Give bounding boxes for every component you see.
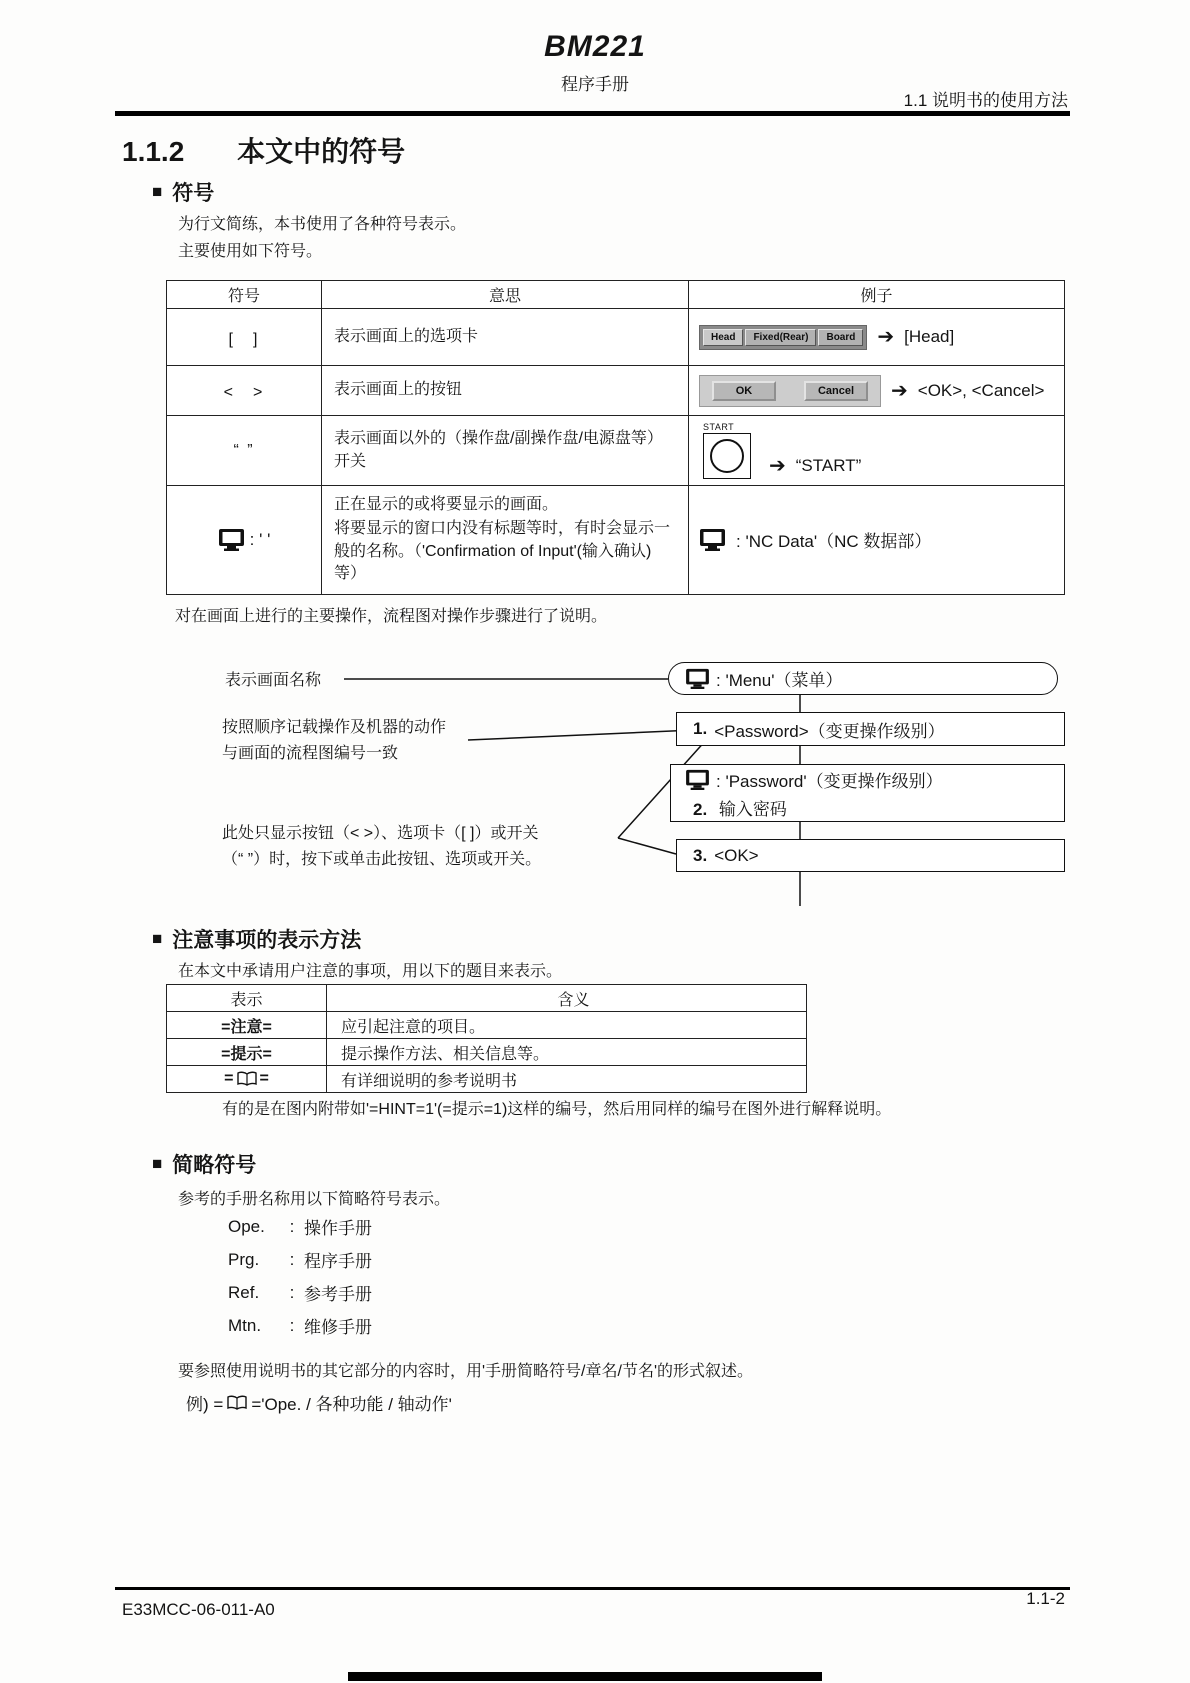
section-title-text: 本文中的符号 [237, 136, 406, 167]
meaning-screen-line2: 将要显示的窗口内没有标题等时，有时会显示一般的名称。（'Confirmation of Input'(输入确认) 等） [334, 520, 671, 583]
attention-desc: 应引起注意的项目。 [327, 1012, 807, 1039]
abbr-name: 程序手册 [304, 1252, 372, 1271]
table-row-switch-symbol [167, 416, 1065, 486]
abbr-example-suffix: ='Ope. / 各种功能 / 轴动作' [251, 1395, 452, 1414]
abbr-key: Prg. [228, 1249, 260, 1269]
symbols-intro-line1: 为行文简练，本书使用了各种符号表示。 [178, 216, 467, 233]
example-screen-label: : 'NC Data'（NC 数据部） [736, 532, 932, 552]
example-switch-label: “START” [795, 456, 862, 475]
symbols-heading-text: 符号 [172, 182, 215, 205]
label-step-order [222, 715, 446, 767]
arrow-icon: ➔ [769, 455, 786, 477]
doc-brand: BM221 [544, 30, 646, 63]
square-bullet-icon: ■ [152, 182, 163, 201]
list-item [228, 1276, 372, 1309]
start-switch-box [703, 433, 751, 479]
abbr-example [186, 1390, 452, 1415]
abbr-separator: : [289, 1282, 295, 1302]
section-number: 1.1.2 [122, 136, 185, 167]
symbols-table [166, 280, 1065, 595]
meaning-tab: 表示画面上的选项卡 [322, 309, 689, 366]
symbols-intro-line2: 主要使用如下符号。 [178, 243, 323, 260]
flow-node-menu-text: : 'Menu'（菜单） [716, 671, 843, 690]
ok-button: OK [712, 381, 776, 401]
abbr-example-prefix: 例) = [186, 1395, 224, 1414]
section-title [122, 130, 405, 170]
notes-footnote: 有的是在图内附带如'=HINT=1'(=提示=1)这样的编号，然后用同样的编号在图外进行解释说明。 [222, 1101, 892, 1118]
abbr-list [228, 1210, 372, 1342]
label-press-note [222, 821, 541, 873]
label-step-order-line2: 与画面的流程图编号一致 [222, 745, 399, 762]
flow-intro: 对在画面上进行的主要操作，流程图对操作步骤进行了说明。 [175, 608, 608, 625]
chapter-ref: 1.1 说明书的使用方法 [903, 91, 1068, 110]
start-switch-label: START [703, 422, 735, 432]
symbol-angle-brackets: < > [167, 366, 322, 416]
hint-label: =提示= [167, 1039, 327, 1066]
abbr-reference-note: 要参照使用说明书的其它部分的内容时，用'手册简略符号/章名/节名'的形式叙述。 [178, 1363, 754, 1380]
notes-heading [152, 924, 361, 954]
flow-node-menu [668, 662, 1058, 695]
page-number: 1.1-2 [1026, 1589, 1065, 1608]
abbr-separator: : [289, 1216, 295, 1236]
flow-step-1 [676, 712, 1065, 746]
screen-icon [685, 668, 710, 689]
operation-flowchart [0, 595, 1190, 915]
square-bullet-icon: ■ [152, 929, 163, 948]
notes-table-header-row [167, 985, 807, 1012]
abbr-name: 参考手册 [304, 1285, 372, 1304]
screen-icon [218, 528, 245, 551]
col-header-meaning: 含义 [327, 985, 807, 1012]
button-bar-illustration [699, 375, 881, 407]
abbr-name: 维修手册 [304, 1318, 372, 1337]
notes-intro: 在本文中承请用户注意的事项，用以下的题目来表示。 [178, 963, 563, 980]
attention-label: =注意= [167, 1012, 327, 1039]
abbr-separator: : [289, 1315, 295, 1335]
scan-artifact-bar [348, 1672, 822, 1681]
tab-bar-illustration [699, 325, 867, 350]
reference-desc: 有详细说明的参考说明书 [327, 1066, 807, 1093]
col-header-example: 例子 [689, 281, 1065, 309]
abbr-key: Mtn. [228, 1315, 262, 1335]
document-code: E33MCC-06-011-A0 [122, 1600, 275, 1619]
abbr-name: 操作手册 [304, 1219, 372, 1238]
list-item [228, 1309, 372, 1342]
label-press-note-line2: （“ ”）时，按下或单击此按钮、选项或开关。 [222, 851, 542, 868]
symbol-brackets: [ ] [167, 309, 322, 366]
meaning-button: 表示画面上的按钮 [322, 366, 689, 416]
flow-step-3-text: <OK> [714, 845, 759, 865]
start-switch-illustration [703, 422, 751, 479]
symbols-heading [152, 177, 214, 207]
table-row-tab-symbol [167, 309, 1065, 366]
open-book-icon [226, 1395, 248, 1411]
abbr-intro: 参考的手册名称用以下简略符号表示。 [178, 1191, 451, 1208]
step-number: 2. [693, 799, 708, 819]
arrow-icon: ➔ [877, 326, 895, 348]
abbr-key: Ref. [228, 1282, 260, 1302]
label-press-note-line1: 此处只显示按钮（< >）、选项卡（[ ]）或开关 [222, 825, 539, 842]
flow-step-2-text: 输入密码 [718, 799, 787, 819]
flow-step-3 [676, 839, 1065, 872]
col-header-display: 表示 [167, 985, 327, 1012]
start-switch-circle [710, 439, 744, 473]
symbols-table-header-row [167, 281, 1065, 309]
list-item [228, 1210, 372, 1243]
square-bullet-icon: ■ [152, 1154, 163, 1173]
flow-step-1-text: <Password>（变更操作级别） [714, 721, 945, 741]
book-label-suffix: = [259, 1070, 269, 1087]
cancel-button: Cancel [804, 381, 868, 401]
example-tab-label: [Head] [904, 327, 955, 346]
step-number: 3. [693, 845, 708, 865]
flow-node-password-text: : 'Password'（变更操作级别） [716, 771, 943, 791]
tab-board: Board [818, 329, 863, 346]
abbr-heading-text: 简略符号 [172, 1154, 257, 1177]
symbol-screen-text: : ' ' [249, 529, 271, 549]
notes-row-reference [167, 1066, 807, 1093]
notes-row-attention [167, 1012, 807, 1039]
step-number: 1. [693, 719, 708, 738]
screen-icon [699, 528, 726, 551]
doc-type: 程序手册 [561, 75, 629, 94]
open-book-icon [236, 1071, 258, 1087]
arrow-icon: ➔ [891, 379, 908, 402]
header-rule [115, 111, 1070, 116]
abbr-heading [152, 1149, 256, 1179]
label-screen-name: 表示画面名称 [225, 672, 322, 689]
col-header-symbol: 符号 [167, 281, 322, 309]
tab-head: Head [703, 329, 743, 346]
book-label-prefix: = [224, 1070, 234, 1087]
col-header-meaning: 意思 [322, 281, 689, 309]
table-row-screen-symbol [167, 486, 1065, 595]
flow-node-password [670, 764, 1065, 822]
notes-row-hint [167, 1039, 807, 1066]
tab-fixed-rear: Fixed(Rear) [745, 329, 816, 346]
table-row-button-symbol [167, 366, 1065, 416]
screen-icon [685, 769, 710, 790]
notes-heading-text: 注意事项的表示方法 [172, 929, 362, 952]
symbol-quotes: “ ” [167, 416, 322, 486]
abbr-key: Ope. [228, 1216, 265, 1236]
meaning-switch: 表示画面以外的（操作盘/副操作盘/电源盘等）开关 [322, 416, 689, 486]
label-step-order-line1: 按照顺序记载操作及机器的动作 [222, 719, 447, 736]
footer-rule [115, 1587, 1070, 1590]
meaning-screen-line1: 正在显示的或将要显示的画面。 [334, 496, 559, 513]
notes-table [166, 984, 807, 1093]
example-button-label: <OK>, <Cancel> [917, 380, 1045, 400]
abbr-separator: : [289, 1249, 295, 1269]
hint-desc: 提示操作方法、相关信息等。 [327, 1039, 807, 1066]
list-item [228, 1243, 372, 1276]
